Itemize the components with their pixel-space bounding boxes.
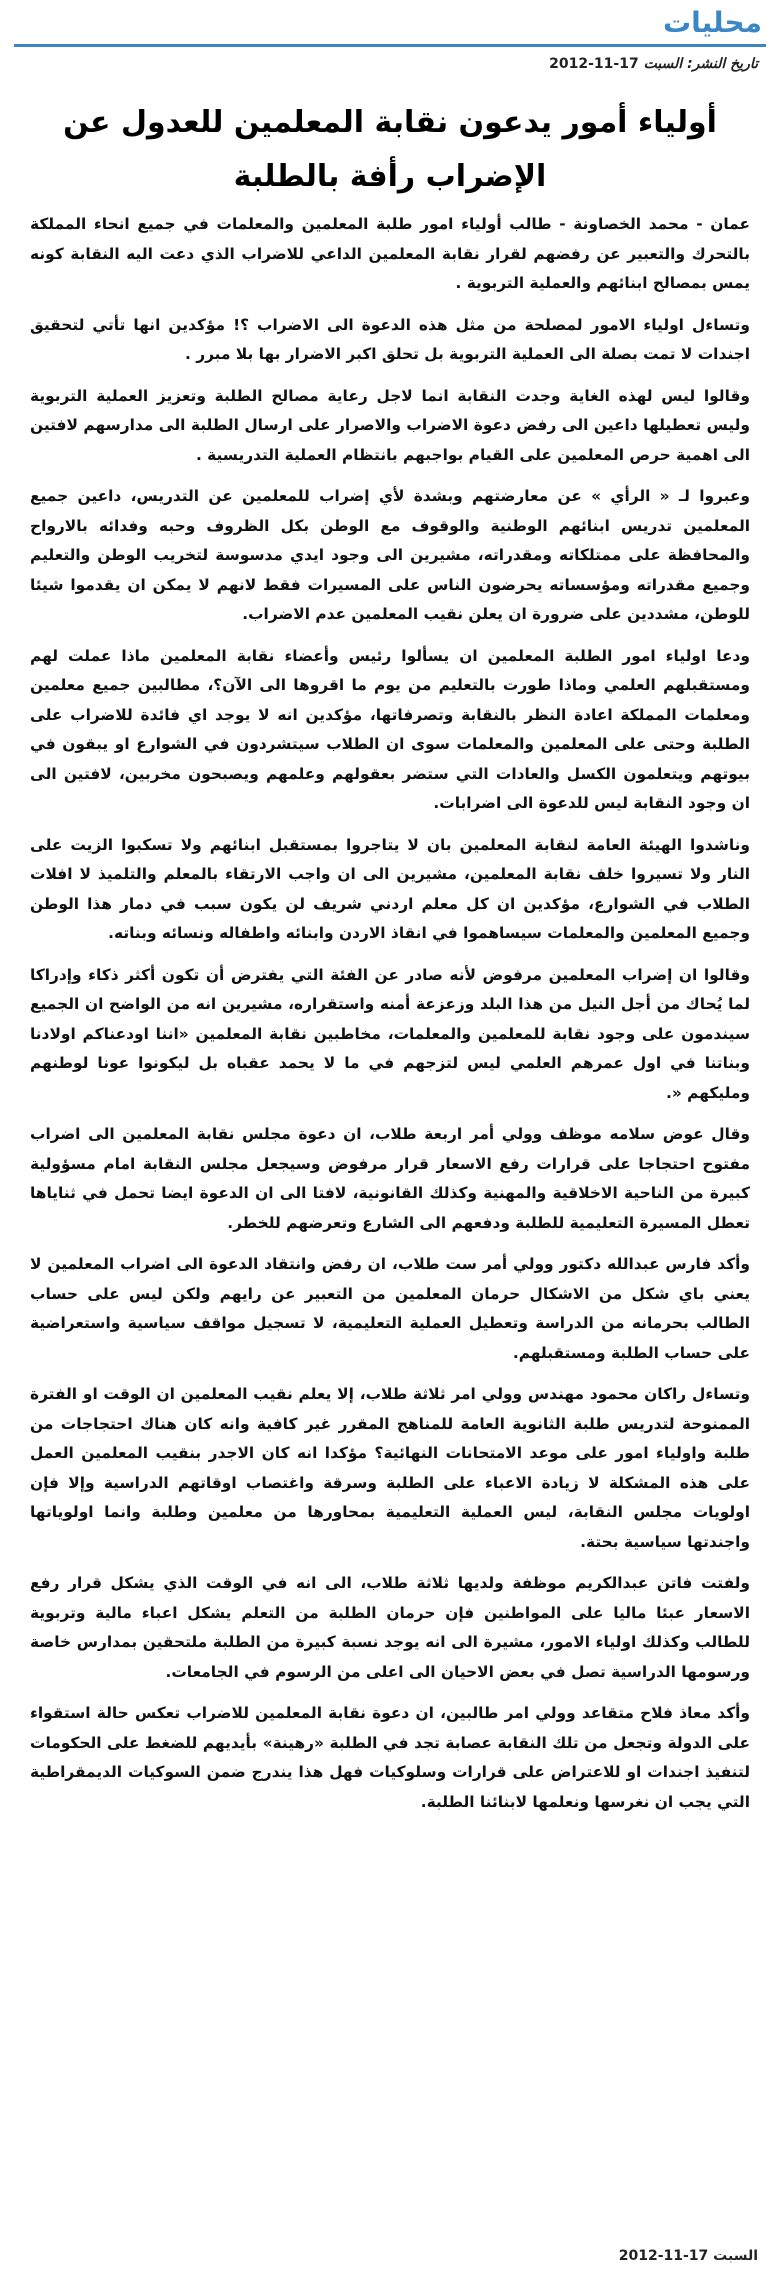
article-paragraph: وأكد فارس عبدالله دكتور وولي أمر ست طلاب، ان رفض وانتقاد الدعوة الى اضراب المعلمين لا يعني باي شكل من الاشكال حرمان المعلمين من التعبير عن رايهم ولكن ليس على حساب الطالب بحرمانه من الدراسة وتعطيل العملية التعليمية، لا تسجيل مواقف سياسية واستعراضية على حساب الطلبة ومستقبلهم.: [30, 1255, 750, 1362]
publish-date-line: [18, 56, 758, 72]
article-paragraph: وناشدوا الهيئة العامة لنقابة المعلمين بان لا يتاجروا بمستقبل ابنائهم ولا تسكبوا الزيت على النار ولا تسيروا خلف نقابة المعلمين، مشيرين الى ان واجب الارتقاء بالمعلم والتلميذ لا افلات الطلاب في الشوارع، مؤكدين ان كل معلم اردني شريف لن يكون سبب في دمار هذا الوطن وجميع المعلمين والمعلمات سيساهموا في انقاذ الاردن وابنائه واطفاله ونسائه وبناته.: [30, 835, 750, 942]
article-paragraph: وتساءل راكان محمود مهندس وولي امر ثلاثة طلاب، إلا يعلم نقيب المعلمين ان الوقت او الفترة الممنوحة لتدريس طلبة الثانوية العامة للمناهج المقرر غير كافية وانه كان هناك احتجاجات من طلبة واولياء امور على موعد الامتحانات النهائية؟ مؤكدا انه كان الاجدر بنقيب المعلمين العمل على هذه المشكلة لا زيادة الاعباء على الطلبة وسرقة واغتصاب اوقاتهم الدراسية وإلا فإن اولويات مجلس النقابة، ليس العملية التعليمية بمحاورها من معلمين وطلبة وانما اولوياتها واجندتها سياسية بحتة.: [30, 1385, 750, 1551]
footer-date-line: [18, 2248, 758, 2264]
article-headline: أولياء أمور يدعون نقابة المعلمين للعدول عن الإضراب رأفة بالطلبة: [63, 105, 717, 194]
article-paragraph: وعبروا لـ « الرأي » عن معارضتهم وبشدة لأي إضراب للمعلمين عن التدريس، داعين جميع المعلمين تدريس ابنائهم الوطنية والوقوف مع الوطن بكل الظروف وحبه وفدائه بالارواح والمحافظة على ممتلكاته ومقدراته، مشيرين الى وجود ايدي مدسوسة لتخريب الوطن والتعليم وجميع مقدراته ومؤسساته يحرضون الناس على المسيرات فقط لانهم لا يمكن ان يقدموا شيئا للوطن، مشددين على ضرورة ان يعلن نقيب المعلمين عدم الاضراب.: [30, 487, 750, 623]
footer-date: 17-11-2012: [618, 2248, 709, 2264]
article-paragraph: وتساءل اولياء الامور لمصلحة من مثل هذه الدعوة الى الاضراب ؟! مؤكدين انها تأتي لتحقيق اجندات لا تمت بصلة الى العملية التربوية بل تحلق اكبر الاضرار بها بلا مبرر .: [30, 315, 750, 363]
article-paragraph: ودعا اولياء امور الطلبة المعلمين ان يسألوا رئيس وأعضاء نقابة المعلمين ماذا عملت لهم ومستقبلهم العلمي وماذا طورت بالتعليم من يوم ما اقروها الى الآن؟، مطالبين جميع معلمين ومعلمات المملكة اعادة النظر بالنقابة وتصرفاتها، مؤكدين انه لا يوجد اي فائدة للاضراب على الطلبة وحتى على المعلمين والمعلمات سوى ان الطلاب سيتشردون في الشوارع او يبقون في بيوتهم ويتعلمون الكسل والعادات التي ستضر بعقولهم وعلمهم ويصبحون مخربين، لافتين الى ان وجود النقابة ليس للدعوة الى اضرابات.: [30, 646, 750, 812]
article-paragraph: عمان - محمد الخصاونة - طالب أولياء امور طلبة المعلمين والمعلمات في جميع انحاء المملكة بالتحرك والتعبير عن رفضهم لقرار نقابة المعلمين الداعي للاضراب الذي دعت اليه النقابة كونه يمس بمصالح ابنائهم والعملية التربوية .: [30, 215, 750, 292]
footer-day: السبت: [713, 2248, 758, 2264]
publish-date-label: تاريخ النشر: السبت: [643, 56, 758, 72]
article-paragraph: وقال عوض سلامه موظف وولي أمر اربعة طلاب، ان دعوة مجلس نقابة المعلمين الى اضراب مفتوح احتجاجا على قرارات رفع الاسعار قرار مرفوض وسيجعل مجلس النقابة امام مسؤولية كبيرة من الناحية الاخلاقية والمهنية وكذلك القانونية، لافتا الى ان الدعوة ايضا تحمل في ثناياها تعطل المسيرة التعليمية للطلبة ودفعهم الى الشارع وتعرضهم للخطر.: [30, 1125, 750, 1232]
section-title[interactable]: محليات: [662, 6, 762, 39]
article-body: [30, 210, 750, 1829]
section-header: [14, 8, 766, 47]
article-paragraph: وقالوا ليس لهذه الغاية وجدت النقابة انما لاجل رعاية مصالح الطلبة وتعزيز العملية التربوية وليس تعطيلها داعين الى رفض دعوة الاضراب والاصرار على ارسال الطلبة الى مدارسهم لافتين الى اهمية حرص المعلمين على القيام بواجبهم بانتظام العملية التدريسية .: [30, 386, 750, 464]
article-paragraph: ولفتت فاتن عبدالكريم موظفة ولديها ثلاثة طلاب، الى انه في الوقت الذي يشكل قرار رفع الاسعار عبئا ماليا على المواطنين فإن حرمان الطلبة من التعلم يشكل اعباء مالية وتربوية للطالب وكذلك اولياء الامور، مشيرة الى انه يوجد نسبة كبيرة من الطلبة ملتحقين بمدارس خاصة ورسومها الدراسية تصل في بعض الاحيان الى اعلى من الرسوم في الجامعات.: [30, 1574, 750, 1681]
article-paragraph: وأكد معاذ فلاح متقاعد وولي امر طالبين، ان دعوة نقابة المعلمين للاضراب تعكس حالة استقواء على الدولة وتجعل من تلك النقابة عصابة تجد في الطلبة «رهينة» بأيديهم للضغط على الحكومات لتنفيذ اجندات او للاعتراض على قرارات وسلوكيات فهل هذا يندرج ضمن السوكيات الديمقراطية التي يجب ان نغرسها ونعلمها لابنائنا الطلبة.: [30, 1704, 750, 1811]
publish-date: 17-11-2012: [549, 56, 639, 72]
article-paragraph: وقالوا ان إضراب المعلمين مرفوض لأنه صادر عن الفئة التي يفترض أن تكون أكثر ذكاء وإدراكا لما يُحاك من أجل النيل من هذا البلد وزعزعة أمنه واستقراره، مشيرين انه من الواضح ان الجميع سيندمون على وجود نقابة للمعلمين والمعلمات، مخاطبين نقابة المعلمين «اننا اودعناكم اولادنا وبناتنا في اول عمرهم العلمي ليس لتزجهم في ما لا يحمد عقباه بل ليكونوا عونا لوطنهم ومليكهم «.: [30, 965, 750, 1102]
